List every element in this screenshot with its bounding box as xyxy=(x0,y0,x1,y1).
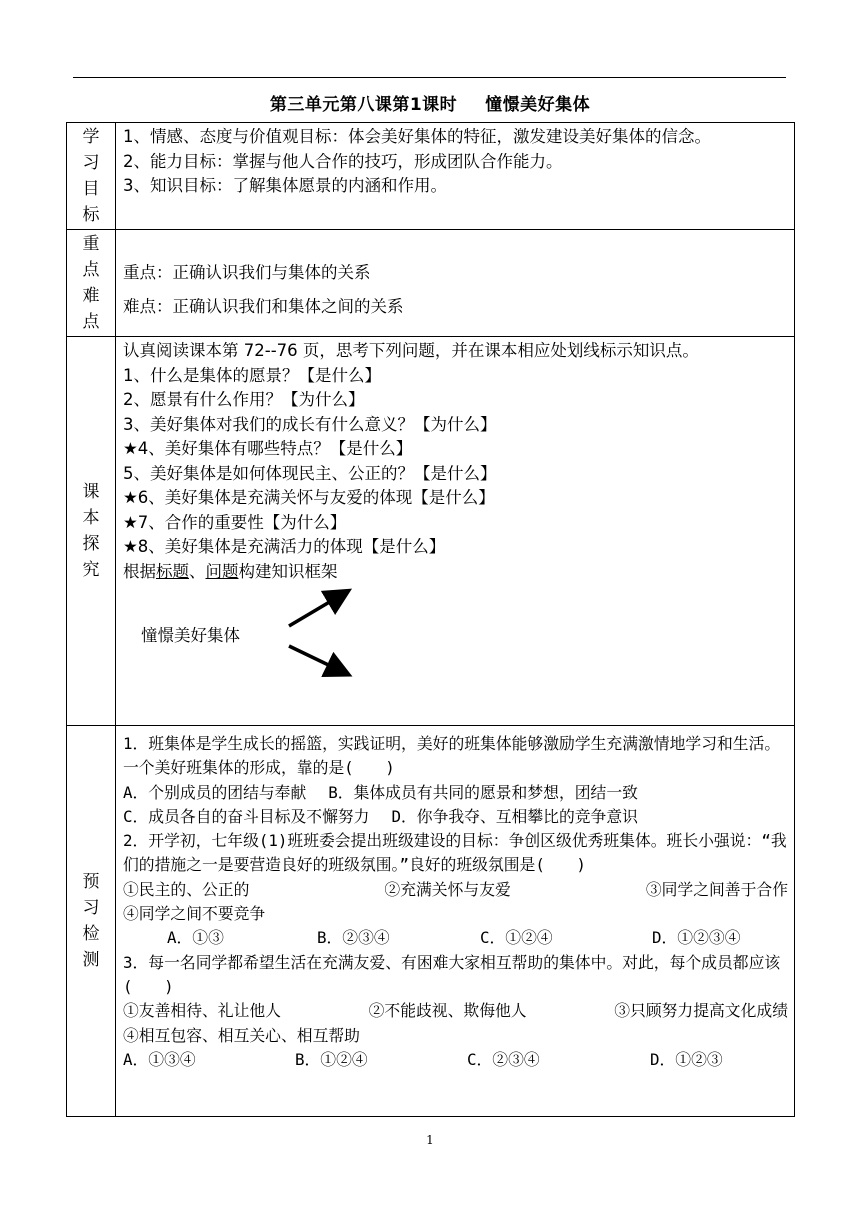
label-explore: 课 本 探 究 xyxy=(67,337,116,726)
question-item: 2、愿景有什么作用？【为什么】 xyxy=(123,390,365,409)
label-keypoints: 重 点 难 点 xyxy=(67,230,116,337)
q3-stem: 3．每一名同学都希望生活在充满友爱、有困难大家相互帮助的集体中。对此，每个成员都应该( ) xyxy=(123,952,781,996)
q3-statement-4: ④相互包容、相互关心、相互帮助 xyxy=(123,1025,360,1045)
content-check xyxy=(116,726,795,1117)
content-goals xyxy=(116,123,795,230)
question-item: 3、美好集体对我们的成长有什么意义？【为什么】 xyxy=(123,414,497,434)
content-keypoints xyxy=(116,230,795,337)
row-explore xyxy=(67,337,795,726)
key-point: 重点：正确认识我们与集体的关系 xyxy=(123,263,371,282)
goal-line: 3、知识目标：了解集体愿景的内涵和作用。 xyxy=(123,176,447,195)
question-item: ★8、美好集体是充满活力的体现【是什么】 xyxy=(123,537,446,556)
page-title xyxy=(0,90,860,115)
framework-center-label: 憧憬美好集体 xyxy=(141,626,240,645)
row-goals xyxy=(67,123,795,230)
content-explore xyxy=(116,337,795,726)
q2-choices: A．①③ B．②③④ C．①②④ D．①②③④ xyxy=(167,928,741,948)
q2-statements: ①民主的、公正的 ②充满关怀与友爱 ③同学之间善于合作 xyxy=(123,879,788,899)
page-number: 1 xyxy=(426,1133,434,1147)
q1-options-ab: A．个别成员的团结与奉献 B．集体成员有共同的愿景和梦想，团结一致 xyxy=(123,782,638,802)
q3-statements: ①友善相待、礼让他人 ②不能歧视、欺侮他人 ③只顾努力提高文化成绩 xyxy=(123,1001,788,1021)
arrow-up xyxy=(289,594,343,626)
row-keypoints xyxy=(67,230,795,337)
header-rule xyxy=(73,77,786,78)
question-item: 5、美好集体是如何体现民主、公正的？【是什么】 xyxy=(123,463,497,483)
title-lesson: 第三单元第八课第1课时 xyxy=(269,95,458,115)
framework-instruction: 根据标题、问题构建知识框架 xyxy=(123,561,338,581)
q3-choices: A．①③④ B．①②④ C．②③④ D．①②③ xyxy=(123,1049,723,1069)
knowledge-framework-diagram xyxy=(123,584,788,702)
goal-line: 2、能力目标：掌握与他人合作的技巧，形成团队合作能力。 xyxy=(123,151,563,171)
label-goals: 学 习 目 标 xyxy=(67,123,116,230)
title-topic: 憧憬美好集体 xyxy=(485,95,591,115)
question-item: ★7、合作的重要性【为什么】 xyxy=(123,512,347,532)
goal-line: 1、情感、态度与价值观目标：体会美好集体的特征，激发建设美好集体的信念。 xyxy=(123,127,711,146)
question-item: ★4、美好集体有哪些特点？【是什么】 xyxy=(123,439,413,458)
q2-stem: 2．开学初，七年级(1)班班委会提出班级建设的目标：争创区级优秀班集体。班长小强说：“我们的措施之一是要营造良好的班级氛围。”良好的班级氛围是( ) xyxy=(123,831,787,875)
arrow-down xyxy=(289,646,343,672)
q2-statement-4: ④同学之间不要竞争 xyxy=(123,904,266,924)
q1-stem: 1．班集体是学生成长的摇篮，实践证明，美好的班集体能够激励学生充满激情地学习和生活。一个美好班集体的形成，靠的是( ) xyxy=(123,734,781,778)
question-item: ★6、美好集体是充满关怀与友爱的体现【是什么】 xyxy=(123,488,495,507)
difficult-point: 难点：正确认识我们和集体之间的关系 xyxy=(123,297,404,316)
question-item: 1、什么是集体的愿景？【是什么】 xyxy=(123,365,381,385)
label-check: 预 习 检 测 xyxy=(67,726,116,1117)
row-check xyxy=(67,726,795,1117)
framework-arrows xyxy=(283,584,373,684)
q1-options-cd: C．成员各自的奋斗目标及不懈努力 D．你争我夺、互相攀比的竞争意识 xyxy=(123,806,638,826)
lesson-table xyxy=(66,122,795,1117)
explore-intro: 认真阅读课本第 72--76 页，思考下列问题，并在课本相应处划线标示知识点。 xyxy=(123,341,699,360)
